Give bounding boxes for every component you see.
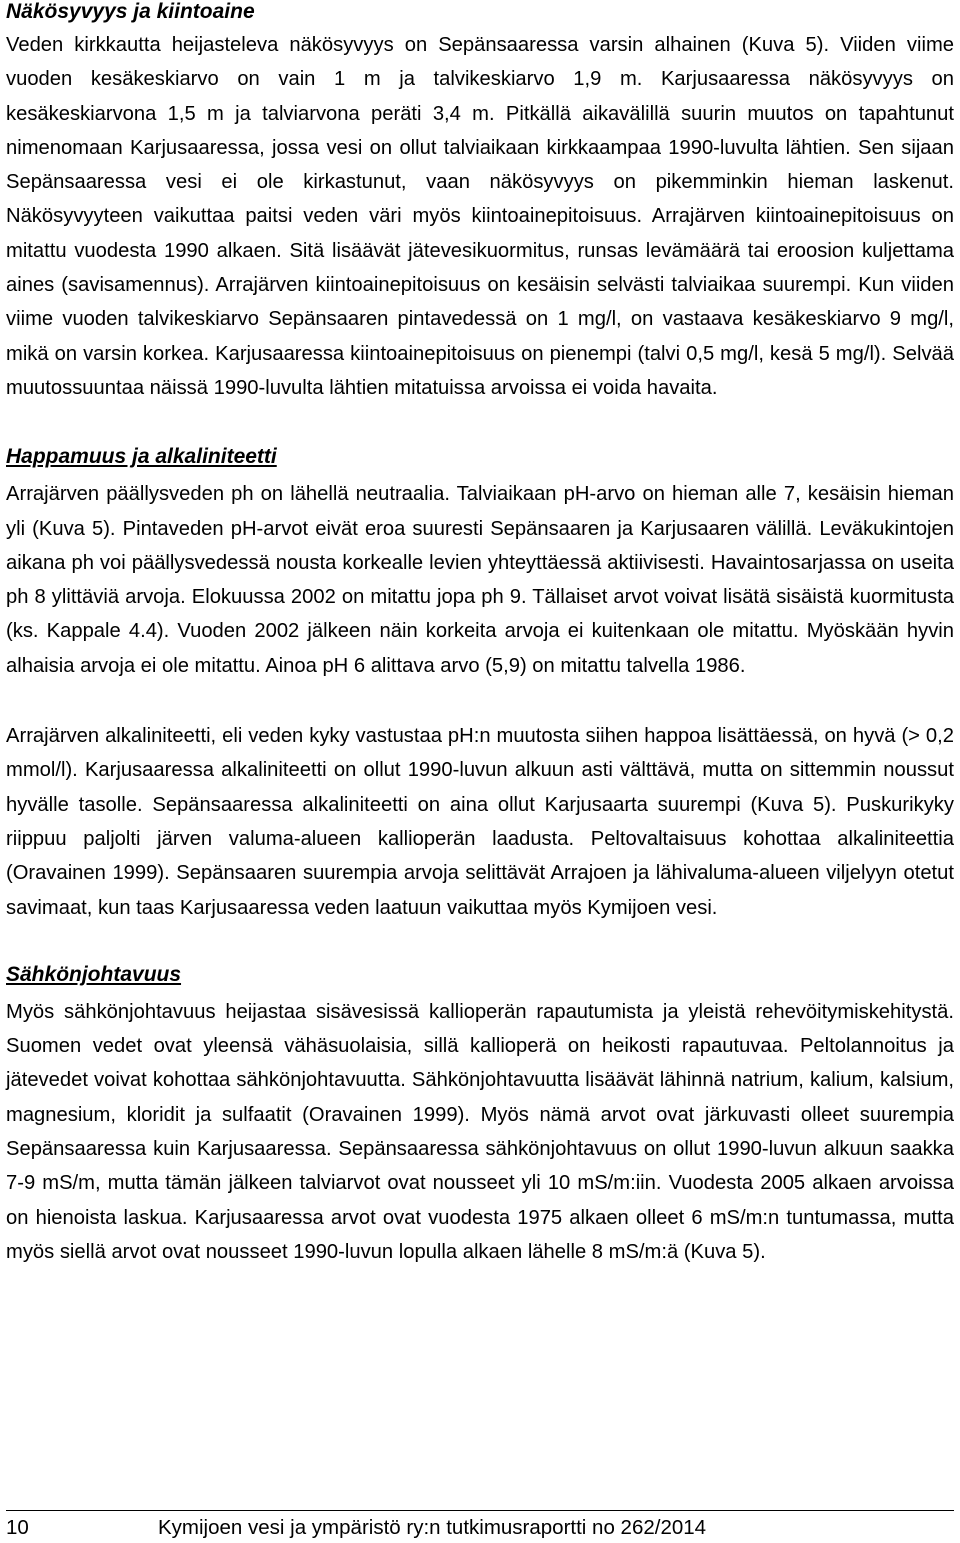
paragraph-nakosyvyys: Veden kirkkautta heijasteleva näkösyvyys on Sepänsaaressa varsin alhainen (Kuva 5). Viiden viime vuoden kesäkeskiarvo on vain 1 m ja talvikeskiarvo 1,9 m. Karjusaaressa näkösyvyys on kesäkeskiarvona 1,5 m ja talviarvona peräti 3,4 m. Pitkällä aikavälillä suurin muutos on tapahtunut nimenomaan Karjusaaressa, jossa vesi on ollut talviaikaan kirkkaampaa 1990-luvulta lähtien. Sen sijaan Sepänsaaressa vesi ei ole kirkastunut, vaan näkösyvyys on pikemminkin hieman laskenut. Näkösyvyyteen vaikuttaa paitsi veden väri myös kiintoainepitoisuus. Arrajärven kiintoainepitoisuus on mitattu vuodesta 1990 alkaen. Sitä lisäävät jätevesikuormitus, runsas levämäärä tai eroosion kuljettama aines (savisamennus). Arrajärven kiintoainepitoisuus on kesäisin selvästi talviaikaa suurempi. Kun viiden viime vuoden talvikeskiarvo Sepänsaaren pintavedessä on 1 mg/l, on vastaava kesäkeskiarvo 9 mg/l, mikä on varsin korkea. Karjusaaressa kiintoainepitoisuus on pienempi (talvi 0,5 mg/l, kesä 5 mg/l). Selvää muutossuuntaa näissä 1990-luvulta lähtien mitatuissa arvoissa ei voida havaita. — [6, 34, 954, 399]
page-footer — [6, 1510, 954, 1540]
section-heading-sahkonjohtavuus: Sähkönjohtavuus — [6, 962, 182, 986]
section-heading-nakosyvyys: Näkösyvyys ja kiintoaine — [6, 0, 255, 23]
document-page — [6, 0, 954, 1269]
section-heading-happamuus: Happamuus ja alkaliniteetti — [6, 445, 277, 469]
paragraph-happamuus: Arrajärven päällysveden ph on lähellä neutraalia. Talviaikaan pH-arvo on hieman alle 7, kesäisin hieman yli (Kuva 5). Pintaveden pH-arvot eivät eroa suuresti Sepänsaaren ja Karjusaaren välillä. Leväkukintojen aikana ph voi päällysvedessä nousta korkealle levien yhteyttäessä aktiivisesti. Havaintosarjassa on useita ph 8 ylittäviä arvoja. Elokuussa 2002 on mitattu jopa ph 9. Tällaiset arvot voivat lisätä sisäistä kuormitusta (ks. Kappale 4.4). Vuoden 2002 jälkeen näin korkeita arvoja ei kuitenkaan ole mitattu. Myöskään hyvin alhaisia arvoja ei ole mitattu. Ainoa pH 6 alittava arvo (5,9) on mitattu talvella 1986. — [6, 483, 954, 677]
page-number: 10 — [6, 1516, 29, 1539]
paragraph-alkaliniteetti: Arrajärven alkaliniteetti, eli veden kyky vastustaa pH:n muutosta siihen happoa lisättäessä, on hyvä (> 0,2 mmol/l). Karjusaaressa alkaliniteetti on ollut 1990-luvun alkuun asti välttävä, mutta on sittemmin noussut hyvälle tasolle. Sepänsaaressa alkaliniteetti on aina ollut Karjusaarta suurempi (Kuva 5). Puskurikyky riippuu paljolti järven valuma-alueen kallioperän laadusta. Peltovaltaisuus kohottaa alkaliniteettia (Oravainen 1999). Sepänsaaren suurempia arvoja selittävät Arrajoen ja lähivaluma-alueen viljelyyn otetut savimaat, kun taas Karjusaaressa veden laatuun vaikuttaa myös Kymijoen vesi. — [6, 725, 954, 919]
publication-title: Kymijoen vesi ja ympäristö ry:n tutkimusraportti no 262/2014 — [158, 1516, 707, 1539]
paragraph-sahkonjohtavuus: Myös sähkönjohtavuus heijastaa sisävesissä kallioperän rapautumista ja yleistä rehevöitymiskehitystä. Suomen vedet ovat yleensä vähäsuolaisia, sillä kallioperä on heikosti rapautuvaa. Peltolannoitus ja jätevedet voivat kohottaa sähkönjohtavuutta. Sähkönjohtavuutta lisäävät lähinnä natrium, kalium, kalsium, magnesium, kloridit ja sulfaatit (Oravainen 1999). Myös nämä arvot ovat järkuvasti olleet suurempia Sepänsaaressa kuin Karjusaaressa. Sepänsaaressa sähkönjohtavuus on ollut 1990-luvun alkuun saakka 7-9 mS/m, mutta tämän jälkeen talviarvot ovat nousseet yli 10 mS/m:iin. Vuodesta 2005 alkaen arvoissa on hienoista laskua. Karjusaaressa arvot ovat vuodesta 1975 alkaen olleet 6 mS/m:n tuntumassa, mutta myös siellä arvot ovat nousseet 1990-luvun lopulla alkaen lähelle 8 mS/m:ä (Kuva 5). — [6, 1000, 954, 1263]
